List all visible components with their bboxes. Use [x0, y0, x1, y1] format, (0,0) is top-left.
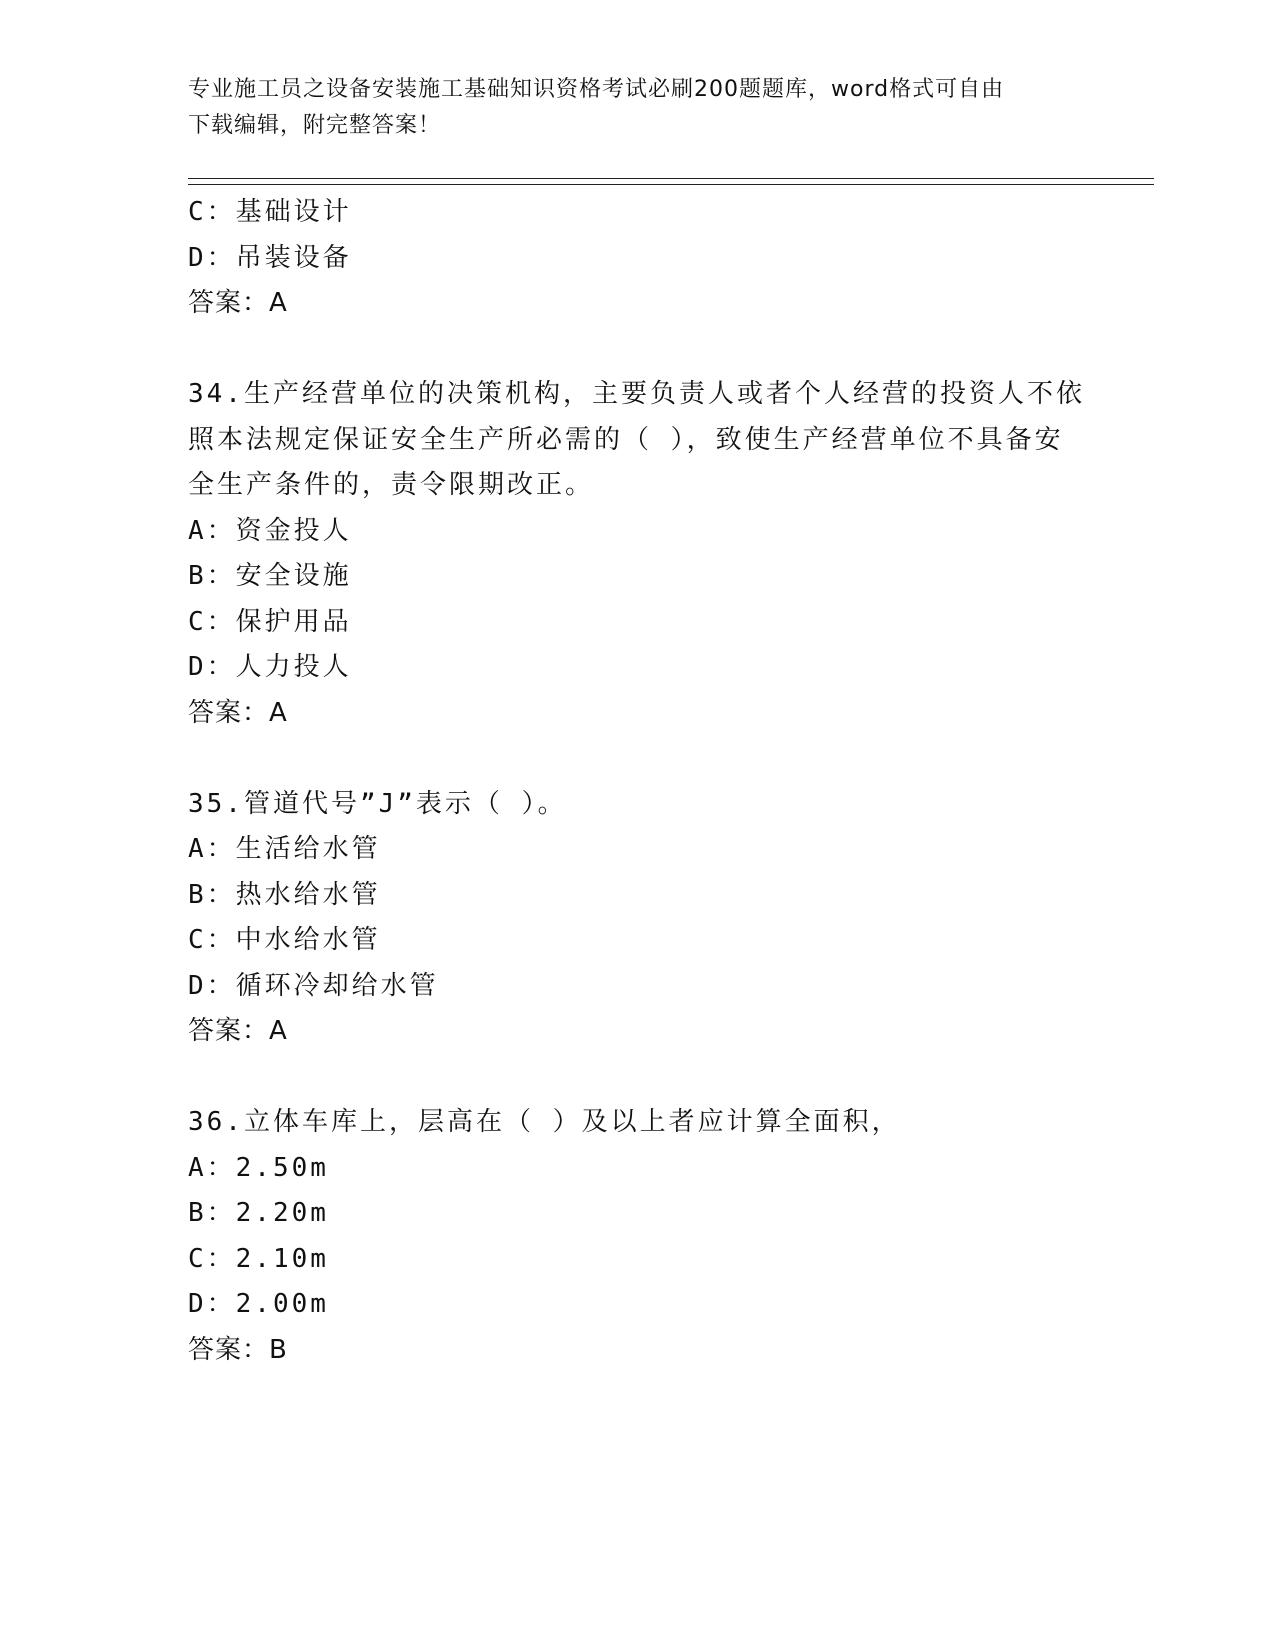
option-c: C：2.10m	[188, 1243, 329, 1274]
header-line-1: 专业施工员之设备安装施工基础知识资格考试必刷200题题库，word格式可自由	[188, 77, 1005, 102]
option-d: D：2.00m	[188, 1289, 329, 1319]
question-text-line: 34.生产经营单位的决策机构，主要负责人或者个人经营的投资人不依	[188, 379, 1085, 409]
option-d: D：吊装设备	[188, 242, 352, 273]
answer: 答案：A	[188, 1016, 288, 1046]
option-c: C：中水给水管	[188, 925, 381, 955]
option-a: A：资金投人	[188, 515, 352, 546]
question-text-line: 35.管道代号”J”表示（ ）。	[188, 788, 567, 819]
question-text-line: 全生产条件的，责令限期改正。	[188, 470, 595, 500]
option-b: B：热水给水管	[188, 879, 381, 910]
spacer	[188, 736, 1088, 782]
document-header	[188, 72, 1088, 144]
option-d: D：循环冷却给水管	[188, 970, 439, 1001]
header-line-2: 下载编辑，附完整答案！	[188, 113, 442, 138]
question-34	[188, 372, 1088, 736]
question-list	[188, 190, 1088, 1373]
option-d: D：人力投人	[188, 652, 352, 682]
header-divider	[188, 178, 1154, 185]
question-36	[188, 1100, 1088, 1373]
option-b: B：2.20m	[188, 1198, 329, 1228]
answer: 答案：B	[188, 1334, 288, 1365]
option-c: C：保护用品	[188, 606, 352, 637]
question-35	[188, 782, 1088, 1055]
answer: 答案：A	[188, 288, 288, 318]
spacer	[188, 327, 1088, 373]
option-a: A：生活给水管	[188, 834, 381, 864]
option-c: C：基础设计	[188, 197, 352, 227]
option-a: A：2.50m	[188, 1152, 329, 1183]
spacer	[188, 1055, 1088, 1101]
question-text-line: 照本法规定保证安全生产所必需的（ ），致使生产经营单位不具备安	[188, 424, 1064, 455]
answer: 答案：A	[188, 697, 288, 728]
question-text-line: 36.立体车库上，层高在（ ）及以上者应计算全面积，	[188, 1107, 901, 1137]
option-b: B：安全设施	[188, 561, 352, 591]
continued-question	[188, 190, 1088, 327]
